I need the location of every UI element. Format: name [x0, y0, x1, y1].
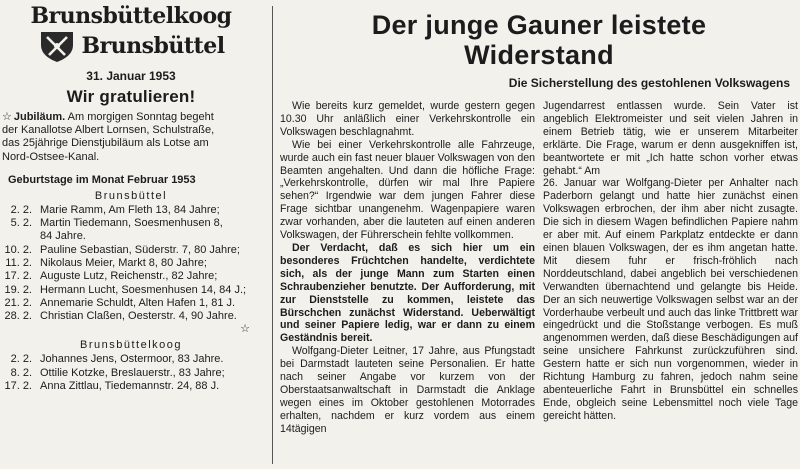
- list-item: [2, 353, 262, 366]
- birthday-text: Johannes Jens, Ostermoor, 83 Jahre.: [40, 353, 224, 366]
- paragraph: Wolfgang-Dieter Leitner, 17 Jahre, aus Pfungstadt bei Darmstadt lauteten seine Personalien. Er hatte nach seiner Angabe vor kurzem von der Oberstaatsanwaltschaft in Darmstadt die Anklage wegen eines im Oktober gestohlenen Motorrades erhalten, nachdem er kurz vordem aus einem 14tägigen: [280, 345, 535, 435]
- issue-date: 31. Januar 1953: [86, 69, 176, 83]
- article-column-1: [280, 100, 535, 436]
- birthday-date: 19. 2.: [4, 283, 32, 296]
- section-heading: Wir gratulieren!: [66, 87, 196, 106]
- birthday-date: 21. 2.: [4, 296, 32, 309]
- birthday-text: Annemarie Schuldt, Alten Hafen 1, 81 J.: [40, 296, 236, 309]
- paragraph: 26. Januar war Wolfgang-Dieter per Anhalter nach Paderborn gelangt und hatte hier zunächst einen Volkswagen erbrochen, der ihm aber nicht zusagte. Die sich in diesem Wagen befindlichen Papiere nahm er aber mit. Auf einem Parkplatz entdeckte er dann einen blauen Volkswagen, der es ihm angetan hatte. Mit diesem fuhr er frisch-fröhlich nach Norddeutschland, dabei angeblich bei verschiedenen Verwandten übernachtend und gelangte bis Heide. Der an sich neuwertige Volkswagen selbst war an der Vorderhaube verbeult und auch das linke Trittbrett war eingedrückt und die Stoßstange verbogen. Es muß angenommen werden, daß diese Beschädigungen auf seine unsichere Fahrkunst zurückzuführen sind. Gestern hatte er sich nun vorgenommen, wieder in Richtung Hamburg zu fahren, jedoch nahm seine abenteuerliche Fahrt in Brunsbüttel ein schnelles Ende, obgleich seine Lebensmittel noch viele Tage gereicht hätten.: [543, 177, 798, 422]
- article: [280, 0, 798, 469]
- paragraph: Wie bei einer Verkehrskontrolle alle Fahrzeuge, wurde auch ein fast neuer blauer Volkswagen von den Beamten angehalten. Und dann die höfliche Frage: „Verkehrskontrolle, dürfen wir mal Ihre Papiere sehen?“ Irgendwie war dem jungen Fahrer diese Frage sichtbar unangenehm. Wagenpapiere waren zwar vorhanden, aber die lauteten auf einen anderen Volkswagen, der Führerschein fehlte vollkommen.: [280, 138, 535, 242]
- birthday-date: 8. 2.: [10, 366, 32, 379]
- birthday-text: Pauline Sebastian, Süderstr. 7, 80 Jahre;: [40, 243, 240, 256]
- birthdays-heading: Geburtstage im Monat Februar 1953: [8, 173, 196, 186]
- birthday-date: 11. 2.: [5, 257, 32, 269]
- coat-of-arms-icon: [37, 29, 77, 63]
- town-heading: Brunsbüttel: [94, 189, 168, 202]
- article-column-2: [543, 100, 798, 436]
- article-subheadline: Die Sicherstellung des gestohlenen Volkswagens: [508, 76, 790, 90]
- jubilee-line: der Kanallotse Albert Lornsen, Schulstraße,: [2, 124, 215, 137]
- birthday-text: Christian Claßen, Oesterstr. 4, 90 Jahre.: [40, 310, 237, 323]
- star-icon: ☆: [240, 322, 250, 336]
- masthead-title-2: Brunsbüttel: [81, 33, 225, 59]
- column-divider: [272, 6, 273, 464]
- jubilee-lead: Jubiläum.: [13, 111, 66, 123]
- birthday-text: Anna Zittlau, Tiedemannstr. 24, 88 J.: [40, 380, 220, 393]
- list-item: [2, 380, 262, 393]
- birthday-text: Auguste Lutz, Reichenstr., 82 Jahre;: [40, 270, 218, 283]
- jubilee-line: Am morgigen Sonntag begeht: [67, 111, 214, 123]
- birthday-text: Marie Ramm, Am Fleth 13, 84 Jahre;: [40, 203, 220, 216]
- list-item: [2, 244, 262, 257]
- headline-line: Der junge Gauner leistete: [371, 10, 707, 40]
- star-icon: ☆: [2, 111, 12, 123]
- jubilee-line: Nord-Ostsee-Kanal.: [2, 150, 100, 163]
- jubilee-notice: [2, 111, 262, 164]
- list-item: [2, 310, 262, 323]
- headline-line: Widerstand: [464, 40, 614, 70]
- masthead-row: [0, 29, 262, 63]
- paragraph: Wie bereits kurz gemeldet, wurde gestern gegen 10.30 Uhr anläßlich einer Verkehrskontrolle ein Volkswagen beschlagnahmt.: [280, 100, 535, 138]
- birthday-date: 17. 2.: [4, 380, 32, 393]
- paragraph-bold: Der Verdacht, daß es sich hier um ein besonderes Früchtchen handelte, verdichtete sich, als der junge Mann zum Starten einen Schraubenzieher benutzte. Der Aufforderung, mit zur Dienststelle zu kommen, leistete das Bürschchen zunächst Widerstand. Ueberwältigt und seiner Papiere ledig, war er dann zu einem Geständnis bereit.: [280, 241, 535, 345]
- birthday-text: Nikolaus Meier, Markt 8, 80 Jahre;: [40, 257, 207, 269]
- jubilee-line: das 25jährige Dienstjubiläum als Lotse am: [2, 137, 209, 150]
- birthday-text: Hermann Lucht, Soesmenhusen 14, 84 J.;: [40, 283, 247, 296]
- birthday-text-continued: 84 Jahre.: [40, 230, 86, 243]
- birthday-date: 28. 2.: [4, 310, 32, 323]
- list-item: [2, 257, 262, 270]
- birthday-list: [2, 204, 262, 324]
- left-column: [0, 0, 262, 469]
- masthead-title-1: Brunsbüttelkoog: [30, 3, 232, 29]
- list-item: [2, 367, 262, 380]
- masthead: [0, 0, 262, 63]
- birthday-list: [2, 353, 262, 393]
- list-item: [2, 270, 262, 283]
- birthday-text: Martin Tiedemann, Soesmenhusen 8,: [40, 217, 223, 230]
- birthday-date: 2. 2.: [10, 353, 32, 366]
- list-item: [2, 204, 262, 217]
- list-item: [2, 217, 262, 230]
- birthday-text: Ottilie Kotzke, Breslauerstr., 83 Jahre;: [40, 366, 225, 379]
- birthday-date: 10. 2.: [4, 243, 32, 256]
- birthday-date: 5. 2.: [10, 217, 32, 230]
- paragraph: Jugendarrest entlassen wurde. Sein Vater ist angeblich Elektromeister und seit vielen Jahren in einem Betrieb tätig, wie er unserem Mitarbeiter erklärte. Die Frage, warum er denn ausgekniffen ist, beantwortete er mit „Ich hatte schon vorher etwas gehabt.“ Am: [543, 100, 798, 177]
- birthday-date: 2. 2.: [10, 203, 32, 216]
- list-item: [2, 284, 262, 297]
- town-heading: Brunsbüttelkoog: [80, 339, 182, 352]
- birthday-date: 17. 2.: [4, 270, 32, 283]
- article-headline: [280, 10, 798, 70]
- list-item: [2, 297, 262, 310]
- article-body: [280, 100, 798, 436]
